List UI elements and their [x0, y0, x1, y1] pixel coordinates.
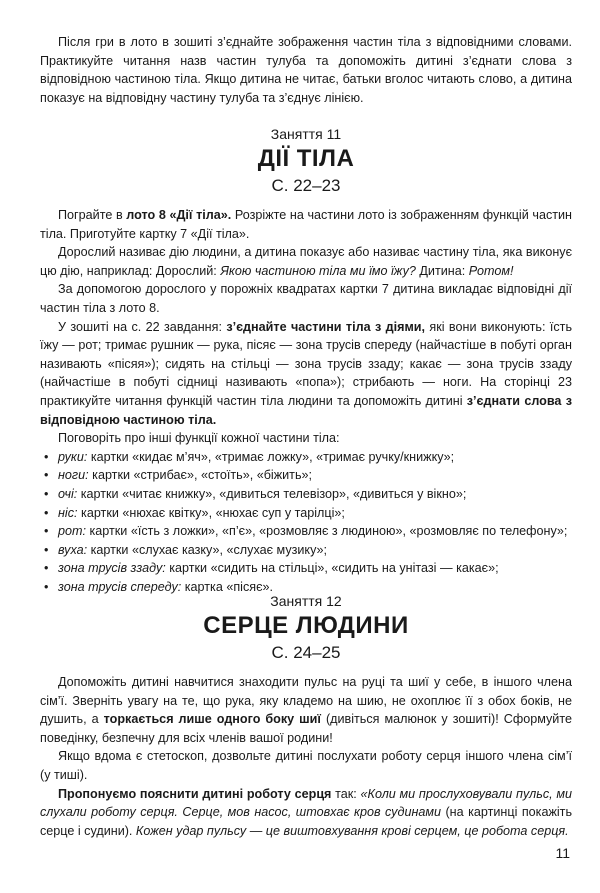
lesson-11-section — [40, 124, 572, 596]
lesson-paragraph: Якщо вдома є стетоскоп, дозвольте дитині послухати роботу серця іншого члена сім’ї (у тиші). — [40, 749, 572, 782]
intro-paragraph: Після гри в лото в зошиті з’єднайте зображення частин тіла з відповідними словами. Практикуйте читання назв частин тулуба та допоможіть дитині з’єднати слова з відповідною частиною тіла. Якщо дитина не читає, батьки вголос читають слово, а дитина показує на відповідну частину тулуба та з’єднує лінією. — [40, 35, 572, 105]
lesson-pages: С. 24–25 — [271, 643, 341, 662]
lesson-paragraph: У зошиті на с. 22 завдання: з’єднайте частини тіла з діями, які вони виконують: їсть їжу — рот; тримає рушник — рука, пісяє — зона трусів спереду (найчастіше в побуті орган називають «пісяя»); сидять на стільці — зона трусів ззаду; какає — зона трусів ззаду (найчастіше в побуті сідниці називають «попа»); стрибають — ноги. На сторінці 23 практикуйте читання функцій частин тіла людини та допоможіть дитині з’єднати слова з відповідною частиною тіла. — [40, 319, 573, 427]
list-item: • руки: картки «кидає м’яч», «тримає ложку», «тримає ручку/книжку»; — [40, 448, 572, 467]
list-item: • ноги: картки «стрибає», «стоїть», «біжить»; — [40, 466, 572, 485]
lesson-title: ДІЇ ТІЛА — [257, 145, 355, 172]
lesson-paragraph: Поговоріть про інші функції кожної частини тіла: — [58, 431, 340, 446]
list-item: • рот: картки «їсть з ложки», «п’є», «розмовляє з людиною», «розмовляє по телефону»; — [40, 522, 572, 541]
list-item: • зона трусів спереду: картка «пісяє». — [40, 578, 572, 597]
lesson-paragraph: Допоможіть дитині навчитися знаходити пульс на руці та шиї у себе, в іншого члена сім’ї. Зверніть увагу на те, що рука, яку кладемо на шию, не охоплює її з обох боків, не душить, а торкається лише одного боку шиї (дивіться малюнок у зошиті)! Сформуйте поведінку, безпечну для всіх членів вашої родини! — [40, 675, 572, 745]
lesson-paragraph: Пограйте в лото 8 «Дії тіла». Розріжте на частини лото із зображенням функцій частин тіла. Приготуйте картку 7 «Дії тіла». — [40, 208, 573, 241]
list-item: • зона трусів ззаду: картки «сидить на стільці», «сидить на унітазі — какає»; — [40, 559, 572, 578]
lesson-number: Заняття 12 — [270, 593, 342, 609]
intro-section — [40, 33, 572, 107]
lesson-pages: С. 22–23 — [271, 176, 341, 195]
lesson-paragraph: Дорослий називає дію людини, а дитина показує або називає частину тіла, яка виконує цю дію, наприклад: Дорослий: Якою частиною тіла ми їмо їжу? Дитина: Ротом! — [40, 245, 572, 278]
lesson-12-section — [40, 591, 572, 840]
list-item: • вуха: картки «слухає казку», «слухає музику»; — [40, 541, 572, 560]
list-item: • ніс: картки «нюхає квітку», «нюхає суп у тарілці»; — [40, 504, 572, 523]
page-number: 11 — [555, 845, 570, 862]
lesson-paragraph: За допомогою дорослого у порожніх квадратах картки 7 дитина викладає відповідні дії частин тіла з лото 8. — [40, 282, 572, 315]
lesson-number: Заняття 11 — [270, 126, 342, 142]
lesson-paragraph: Пропонуємо пояснити дитині роботу серця так: «Коли ми прослуховували пульс, ми слухали роботу серця. Серце, мов насос, штовхає кров судинами (на картинці покажіть серце і судини). Кожен удар пульсу — це виштовхування крові серцем, це робота серця. — [40, 786, 573, 838]
lesson-title: СЕРЦЕ ЛЮДИНИ — [203, 612, 409, 639]
list-item: • очі: картки «читає книжку», «дивиться телевізор», «дивиться у вікно»; — [40, 485, 572, 504]
body-functions-list — [40, 448, 572, 597]
